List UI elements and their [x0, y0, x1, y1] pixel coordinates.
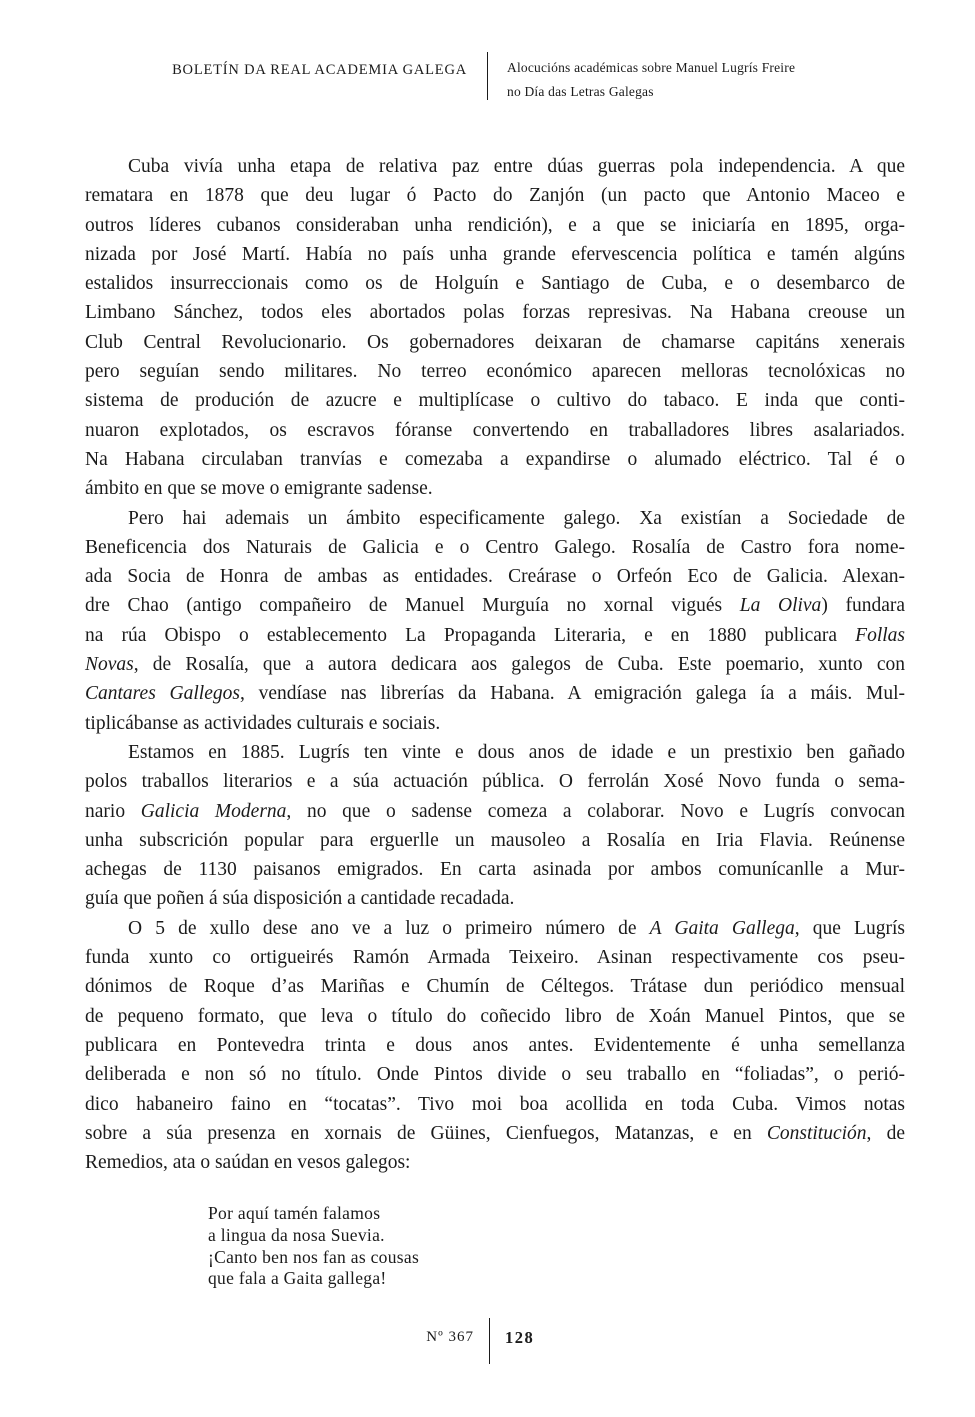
- text-line: rematara en 1878 que deu lugar ó Pacto do Zanjón (un pacto que Antonio Maceo e: [85, 185, 905, 207]
- text-line: unha subscrición popular para erguerlle un mausoleo a Rosalía en Iria Flavia. Reúnense: [85, 829, 905, 851]
- text-line: de pequeno formato, que leva o título do coñecido libro de Xoán Manuel Pintos, que se: [85, 1005, 905, 1027]
- verse-block: [208, 1203, 419, 1290]
- journal-title: BOLETÍN DA REAL ACADEMIA GALEGA: [172, 62, 467, 78]
- text-line: Na Habana circulaban tranvías e comezaba a expandirse o alumado eléctrico. Tal é o: [85, 448, 905, 470]
- article-text: [85, 152, 905, 1177]
- verse-line: que fala a Gaita gallega!: [208, 1268, 387, 1289]
- text-line: outros líderes cubanos consideraban unha rendición), e a que se iniciaría en 1895, orga-: [85, 214, 905, 236]
- text-line: dre Chao (antigo compañeiro de Manuel Murguía no xornal vigués La Oliva) fundara: [85, 595, 905, 617]
- text-line: ada Socia de Honra de ambas as entidades. Creárase o Orfeón Eco de Galicia. Alexan-: [85, 566, 905, 588]
- issue-number: Nº 367: [426, 1329, 474, 1345]
- text-line: Remedios, ata o saúdan en vesos galegos:: [85, 1152, 411, 1174]
- text-line: nario Galicia Moderna, no que o sadense comeza a colaborar. Novo e Lugrís convocan: [85, 800, 905, 822]
- text-line: Pero hai ademais un ámbito especificamente galego. Xa existían a Sociedade de: [128, 507, 905, 529]
- text-line: Beneficencia dos Naturais de Galicia e o Centro Galego. Rosalía de Castro fora nome-: [85, 536, 905, 558]
- text-line: Limbano Sánchez, todos eles abortados polas forzas represivas. Na Habana creouse un: [85, 302, 905, 324]
- text-line: publicara en Pontevedra trinta e dous anos antes. Evidentemente é unha semellanza: [85, 1034, 905, 1056]
- text-line: tiplicábanse as actividades culturais e sociais.: [85, 712, 441, 734]
- text-line: dónimos de Roque d’as Mariñas e Chumín de Céltegos. Trátase dun periódico mensual: [85, 976, 905, 998]
- text-line: polos traballos literarios e a súa actuación pública. O ferrolán Xosé Novo funda o sema-: [85, 771, 905, 793]
- verse-line: Por aquí tamén falamos: [208, 1203, 381, 1223]
- text-line: estalidos insurreccionais como os de Holguín e Santiago de Cuba, e o desembarco de: [85, 273, 905, 295]
- text-line: nuaron explotados, os escravos fóranse convertendo en traballadores libres asalariados.: [85, 419, 905, 441]
- footer-divider: [489, 1318, 490, 1364]
- header-divider: [487, 52, 488, 100]
- text-line: sistema de produción de azucre e multiplícase o cultivo do tabaco. E inda que conti-: [85, 390, 905, 412]
- text-line: Novas, de Rosalía, que a autora dedicara aos galegos de Cuba. Este poemario, xunto con: [85, 654, 905, 676]
- article-title: [507, 56, 795, 104]
- text-line: nizada por José Martí. Había no país unha grande efervescencia política e tamén algúns: [85, 243, 905, 265]
- text-line: funda xunto co ortigueirés Ramón Armada Teixeiro. Asinan respectivamente cos pseu-: [85, 947, 905, 969]
- text-line: Cantares Gallegos, vendíase nas librerías da Habana. A emigración galega ía a máis. Mul-: [85, 683, 905, 705]
- text-line: Cuba vivía unha etapa de relativa paz entre dúas guerras pola independencia. A que: [128, 156, 905, 177]
- text-line: Club Central Revolucionario. Os gobernadores deixaran de chamarse capitáns xenerais: [85, 331, 905, 353]
- text-line: na rúa Obispo o establecemento La Propaganda Literaria, e en 1880 publicara Follas: [85, 624, 905, 646]
- text-line: achegas de 1130 paisanos emigrados. En carta asinada por ambos comunícanlle a Mur-: [85, 859, 905, 881]
- text-line: guía que poñen á súa disposición a cantidade recadada.: [85, 888, 515, 910]
- article-title-line2: no Día das Letras Galegas: [507, 84, 654, 99]
- text-line: O 5 de xullo dese ano ve a luz o primeiro número de A Gaita Gallega, que Lugrís: [128, 917, 905, 939]
- text-line: sobre a súa presenza en xornais de Güines, Cienfuegos, Matanzas, e en Constitución, de: [85, 1122, 906, 1144]
- page-number: 128: [505, 1328, 535, 1347]
- text-line: Estamos en 1885. Lugrís ten vinte e dous anos de idade e un prestixio ben gañado: [128, 741, 905, 763]
- text-line: ámbito en que se move o emigrante sadense.: [85, 478, 433, 500]
- text-line: pero seguían sendo militares. No terreo económico aparecen melloras tecnolóxicas no: [85, 361, 905, 383]
- verse-line: a lingua da nosa Suevia.: [208, 1224, 385, 1245]
- text-line: dico habaneiro faino en “tocatas”. Tivo moi boa acollida en toda Cuba. Vimos notas: [85, 1093, 905, 1115]
- verse-line: ¡Canto ben nos fan as cousas: [208, 1246, 420, 1267]
- text-line: deliberada e non só no título. Onde Pintos divide o seu traballo en “foliadas”, o perió-: [85, 1064, 905, 1086]
- article-title-line1: Alocucións académicas sobre Manuel Lugrís Freire: [507, 60, 796, 75]
